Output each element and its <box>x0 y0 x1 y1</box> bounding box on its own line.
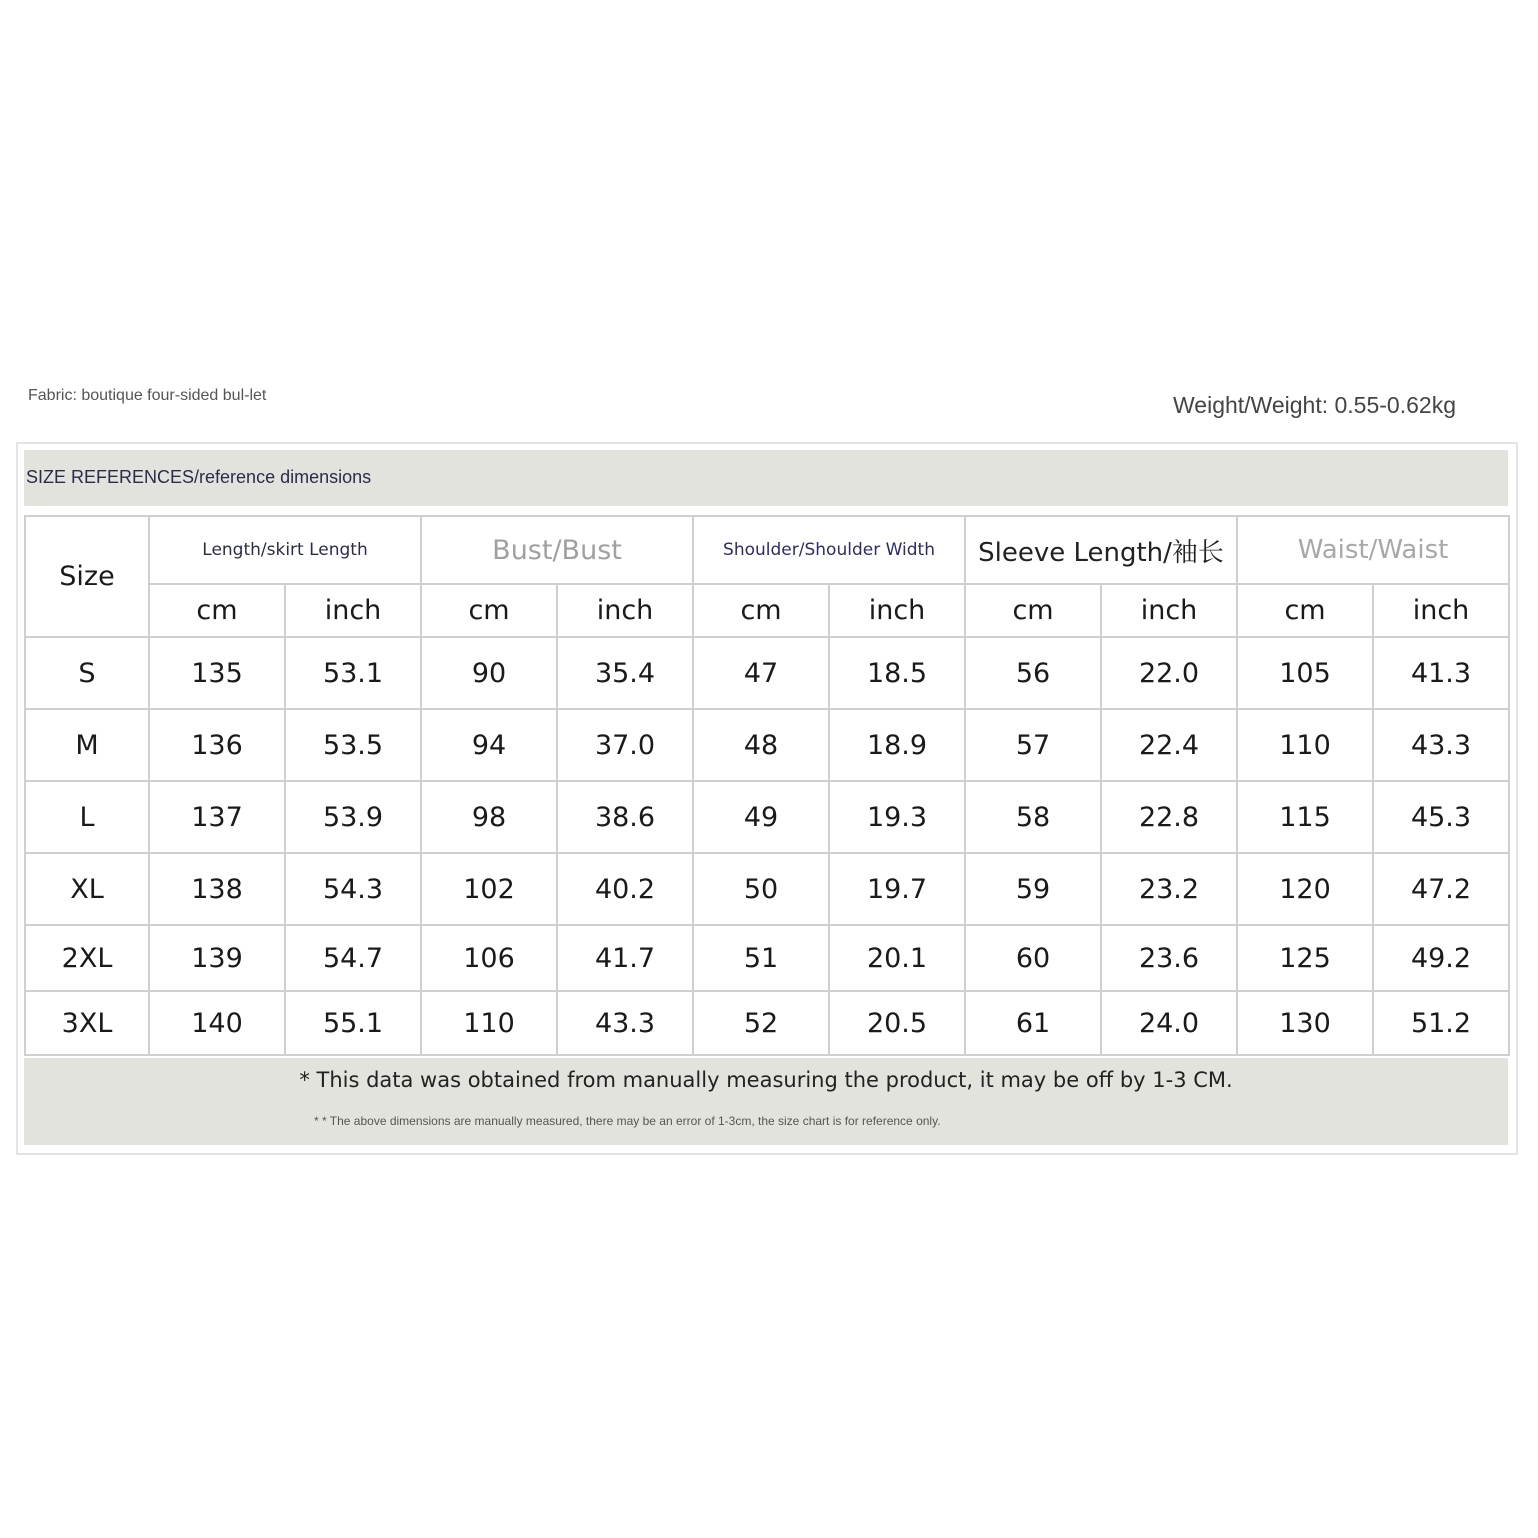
unit-inch: inch <box>1101 584 1237 637</box>
measurement-cell: 45.3 <box>1373 781 1509 853</box>
measurement-cell: 38.6 <box>557 781 693 853</box>
measurement-cell: 54.3 <box>285 853 421 925</box>
unit-cm: cm <box>1237 584 1373 637</box>
measurement-cell: 53.5 <box>285 709 421 781</box>
measurement-cell: 135 <box>149 637 285 709</box>
measurement-cell: 43.3 <box>557 991 693 1055</box>
measurement-cell: 41.3 <box>1373 637 1509 709</box>
measurement-note: * This data was obtained from manually measuring the product, it may be off by 1-3 CM. <box>299 1068 1233 1092</box>
size-cell: 3XL <box>25 991 149 1055</box>
measurement-cell: 35.4 <box>557 637 693 709</box>
group-header-sleeve: Sleeve Length/袖长 <box>965 516 1237 584</box>
table-row <box>25 925 1509 991</box>
table-row <box>25 709 1509 781</box>
measurement-cell: 50 <box>693 853 829 925</box>
measurement-cell: 105 <box>1237 637 1373 709</box>
measurement-cell: 18.9 <box>829 709 965 781</box>
measurement-cell: 61 <box>965 991 1101 1055</box>
size-references-banner <box>24 450 1508 506</box>
measurement-cell: 137 <box>149 781 285 853</box>
unit-cm: cm <box>693 584 829 637</box>
unit-inch: inch <box>557 584 693 637</box>
measurement-note-panel <box>24 1058 1508 1145</box>
measurement-cell: 47 <box>693 637 829 709</box>
measurement-cell: 22.4 <box>1101 709 1237 781</box>
measurement-cell: 19.3 <box>829 781 965 853</box>
unit-inch: inch <box>1373 584 1509 637</box>
measurement-cell: 52 <box>693 991 829 1055</box>
banner-title: SIZE REFERENCES/reference dimensions <box>26 467 372 487</box>
unit-inch: inch <box>829 584 965 637</box>
unit-header-row <box>25 584 1509 637</box>
measurement-cell: 24.0 <box>1101 991 1237 1055</box>
measurement-cell: 40.2 <box>557 853 693 925</box>
measurement-cell: 136 <box>149 709 285 781</box>
measurement-cell: 115 <box>1237 781 1373 853</box>
measurement-cell: 57 <box>965 709 1101 781</box>
measurement-cell: 51.2 <box>1373 991 1509 1055</box>
measurement-cell: 58 <box>965 781 1101 853</box>
group-header-row <box>25 516 1509 584</box>
group-header-length: Length/skirt Length <box>149 516 421 584</box>
size-column-header: Size <box>25 516 149 637</box>
measurement-cell: 98 <box>421 781 557 853</box>
size-cell: XL <box>25 853 149 925</box>
size-cell: 2XL <box>25 925 149 991</box>
table-row <box>25 853 1509 925</box>
measurement-cell: 60 <box>965 925 1101 991</box>
measurement-cell: 55.1 <box>285 991 421 1055</box>
table-row <box>25 991 1509 1055</box>
measurement-cell: 53.1 <box>285 637 421 709</box>
measurement-cell: 138 <box>149 853 285 925</box>
measurement-cell: 20.5 <box>829 991 965 1055</box>
weight-note: Weight/Weight: 0.55-0.62kg <box>1173 392 1456 418</box>
measurement-cell: 20.1 <box>829 925 965 991</box>
measurement-cell: 125 <box>1237 925 1373 991</box>
measurement-cell: 94 <box>421 709 557 781</box>
measurement-cell: 56 <box>965 637 1101 709</box>
measurement-cell: 49 <box>693 781 829 853</box>
measurement-cell: 41.7 <box>557 925 693 991</box>
measurement-cell: 19.7 <box>829 853 965 925</box>
unit-cm: cm <box>421 584 557 637</box>
size-cell: L <box>25 781 149 853</box>
measurement-cell: 110 <box>421 991 557 1055</box>
measurement-cell: 140 <box>149 991 285 1055</box>
table-row <box>25 637 1509 709</box>
group-header-waist: Waist/Waist <box>1237 516 1509 584</box>
measurement-cell: 48 <box>693 709 829 781</box>
measurement-cell: 22.8 <box>1101 781 1237 853</box>
measurement-cell: 47.2 <box>1373 853 1509 925</box>
measurement-cell: 90 <box>421 637 557 709</box>
measurement-cell: 54.7 <box>285 925 421 991</box>
measurement-cell: 51 <box>693 925 829 991</box>
measurement-cell: 139 <box>149 925 285 991</box>
size-cell: S <box>25 637 149 709</box>
measurement-cell: 49.2 <box>1373 925 1509 991</box>
measurement-cell: 130 <box>1237 991 1373 1055</box>
table-row <box>25 781 1509 853</box>
measurement-cell: 23.2 <box>1101 853 1237 925</box>
measurement-cell: 59 <box>965 853 1101 925</box>
unit-cm: cm <box>149 584 285 637</box>
group-header-shoulder: Shoulder/Shoulder Width <box>693 516 965 584</box>
size-table <box>24 515 1510 1056</box>
fine-print-note: * * The above dimensions are manually measured, there may be an error of 1-3cm, the size chart is for reference only. <box>314 1114 941 1128</box>
measurement-cell: 102 <box>421 853 557 925</box>
measurement-cell: 23.6 <box>1101 925 1237 991</box>
unit-inch: inch <box>285 584 421 637</box>
measurement-cell: 18.5 <box>829 637 965 709</box>
fabric-note: Fabric: boutique four-sided bul-let <box>28 387 267 404</box>
size-rows <box>25 637 1509 1055</box>
size-cell: M <box>25 709 149 781</box>
unit-cm: cm <box>965 584 1101 637</box>
measurement-cell: 53.9 <box>285 781 421 853</box>
group-header-bust: Bust/Bust <box>421 516 693 584</box>
measurement-cell: 106 <box>421 925 557 991</box>
measurement-cell: 22.0 <box>1101 637 1237 709</box>
measurement-cell: 37.0 <box>557 709 693 781</box>
measurement-cell: 120 <box>1237 853 1373 925</box>
measurement-cell: 110 <box>1237 709 1373 781</box>
measurement-cell: 43.3 <box>1373 709 1509 781</box>
